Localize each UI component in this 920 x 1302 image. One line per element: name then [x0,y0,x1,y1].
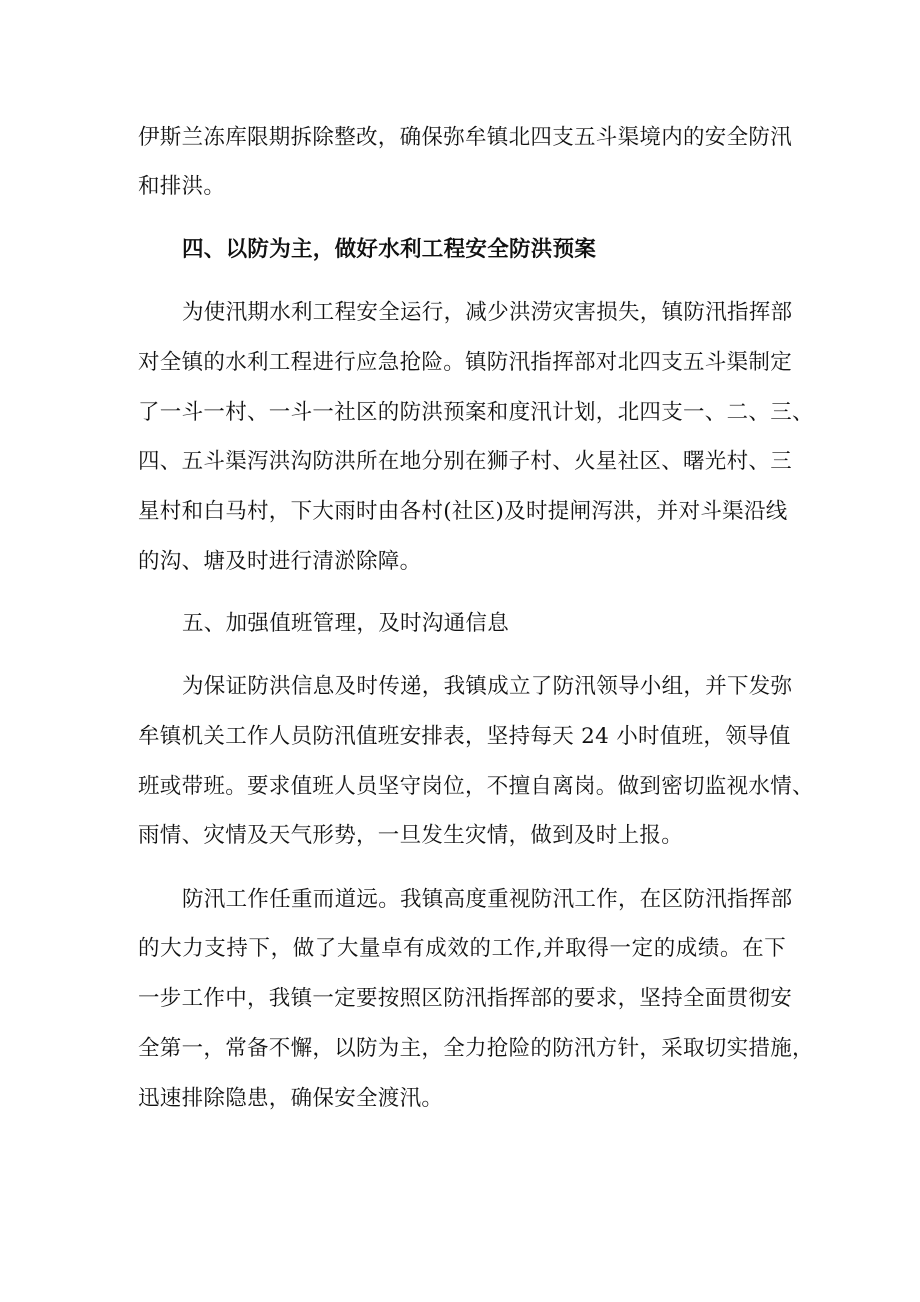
paragraph-2-line-3: 了一斗一村、一斗一社区的防洪预案和度汛计划，北四支一、二、三、 [138,400,814,425]
paragraph-4-line-1: 防汛工作任重而道远。我镇高度重视防汛工作，在区防汛指挥部 [182,887,793,912]
paragraph-2-line-5: 星村和白马村，下大雨时由各村(社区)及时提闸泻洪，并对斗渠沿线 [138,499,788,524]
paragraph-2-line-1: 为使汛期水利工程安全运行，减少洪涝灾害损失，镇防汛指挥部 [182,300,793,325]
paragraph-3-line-2: 牟镇机关工作人员防汛值班安排表，坚持每天 24 小时值班，领导值 [138,724,791,749]
section-heading-5: 五、加强值班管理，及时沟通信息 [182,611,510,636]
paragraph-2-line-4: 四、五斗渠泻洪沟防洪所在地分别在狮子村、火星社区、曙光村、三 [138,449,793,474]
paragraph-2-line-2: 对全镇的水利工程进行应急抢险。镇防汛指挥部对北四支五斗渠制定 [138,350,793,375]
paragraph-2-line-6: 的沟、塘及时进行清淤除障。 [138,549,422,574]
paragraph-1-line-2: 和排洪。 [138,174,226,199]
paragraph-4-line-2: 的大力支持下，做了大量卓有成效的工作,并取得一定的成绩。在下 [138,936,786,961]
paragraph-4-line-3: 一步工作中，我镇一定要按照区防汛指挥部的要求，坚持全面贯彻安 [138,986,793,1011]
paragraph-4-line-5: 迅速排除隐患，确保安全渡汛。 [138,1086,444,1111]
paragraph-3-line-3: 班或带班。要求值班人员坚守岗位，不擅自离岗。做到密切监视水情、 [138,774,814,799]
section-heading-4: 四、以防为主，做好水利工程安全防洪预案 [182,237,597,262]
paragraph-4-line-4: 全第一，常备不懈，以防为主，全力抢险的防汛方针，采取切实措施， [138,1036,814,1061]
paragraph-1-line-1: 伊斯兰冻库限期拆除整改，确保弥牟镇北四支五斗渠境内的安全防汛 [138,125,793,150]
paragraph-3-line-1: 为保证防洪信息及时传递，我镇成立了防汛领导小组，并下发弥 [182,674,793,699]
paragraph-3-line-4: 雨情、灾情及天气形势，一旦发生灾情，做到及时上报。 [138,823,684,848]
